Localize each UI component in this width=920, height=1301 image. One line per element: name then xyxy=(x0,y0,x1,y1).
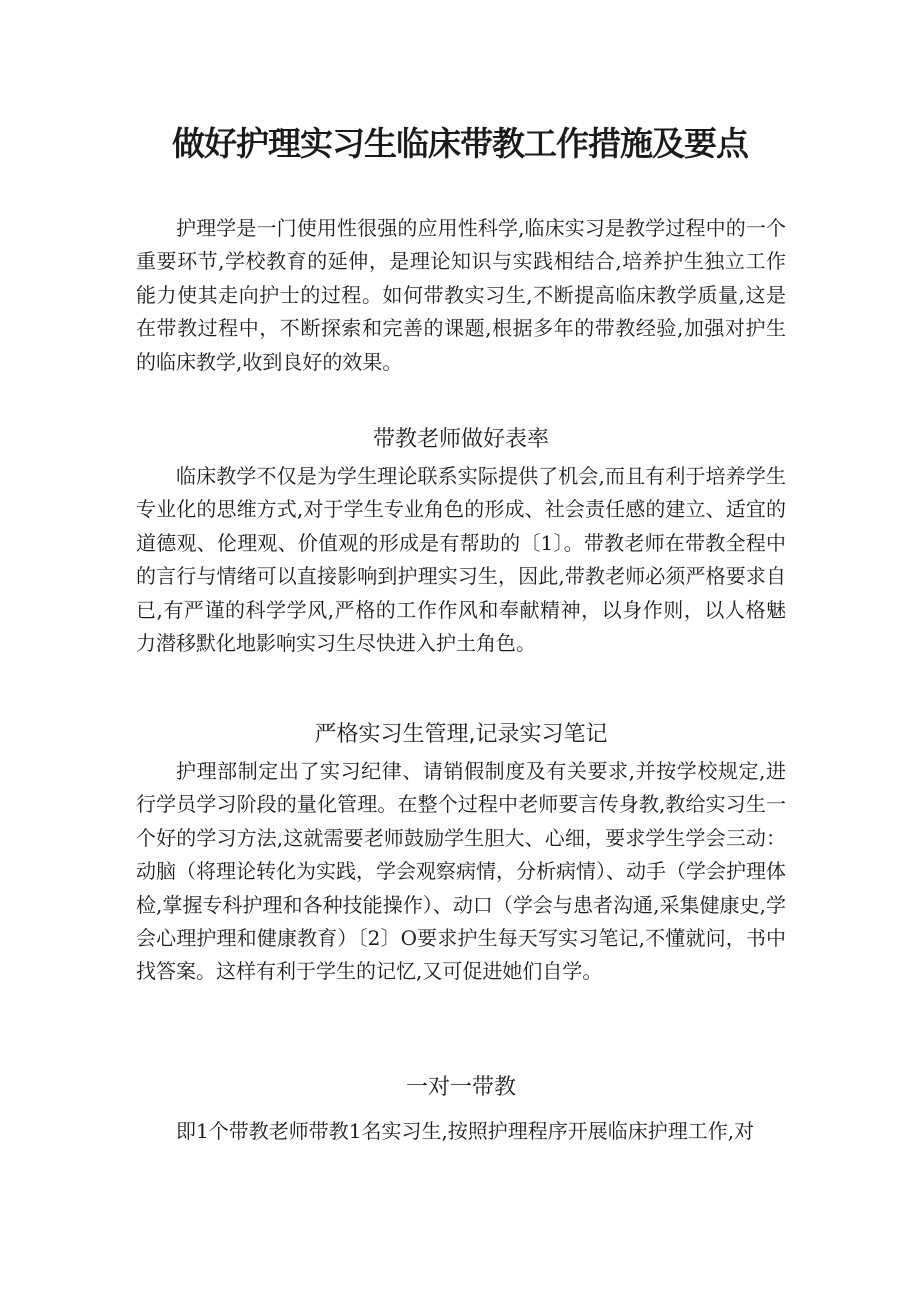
section-body-one-on-one: 即1个带教老师带教1名实习生,按照护理程序开展临床护理工作,对 xyxy=(176,1119,755,1143)
section-heading-management: 严格实习生管理,记录实习笔记 xyxy=(314,722,608,747)
intro-paragraph: 护理学是一门使用性很强的应用性科学,临床实习是教学过程中的一个重要环节,学校教育的延伸，是理论知识与实践相结合,培养护生独立工作能力使其走向护士的过程。如何带教实习生,不断提高临床教学质量,这是在带教过程中，不断探索和完善的课题,根据多年的带教经验,加强对护生的临床教学,收到良好的效果。 xyxy=(136,216,786,374)
document-title: 做好护理实习生临床带教工作措施及要点 xyxy=(172,124,748,163)
section-heading-one-on-one: 一对一带教 xyxy=(405,1075,516,1100)
section-body-management: 护理部制定出了实习纪律、请销假制度及有关要求,并按学校规定,进行学员学习阶段的量化管理。在整个过程中老师要言传身教,教给实习生一个好的学习方法,这就需要老师鼓励学生胆大、心细，要求学生学会三动：动脑（将理论转化为实践，学会观察病情，分析病情）、动手（学会护理体检,掌握专科护理和各种技能操作）、动口（学会与患者沟通,采集健康史,学会心理护理和健康教育）〔2〕O要求护生每天写实习笔记,不懂就问，书中找答案。这样有利于学生的记忆,又可促进她们自学。 xyxy=(136,759,786,984)
section-heading-role-model: 带教老师做好表率 xyxy=(372,427,549,452)
section-body-role-model: 临床教学不仅是为学生理论联系实际提供了机会,而且有利于培养学生专业化的思维方式,对于学生专业角色的形成、社会责任感的建立、适宜的道德观、伦理观、价值观的形成是有帮助的〔1〕。带教老师在带教全程中的言行与情绪可以直接影响到护理实习生，因此,带教老师必须严格要求自已,有严谨的科学学风,严格的工作作风和奉献精神，以身作则，以人格魅力潜移默化地影响实习生尽快进入护土角色。 xyxy=(136,464,786,656)
